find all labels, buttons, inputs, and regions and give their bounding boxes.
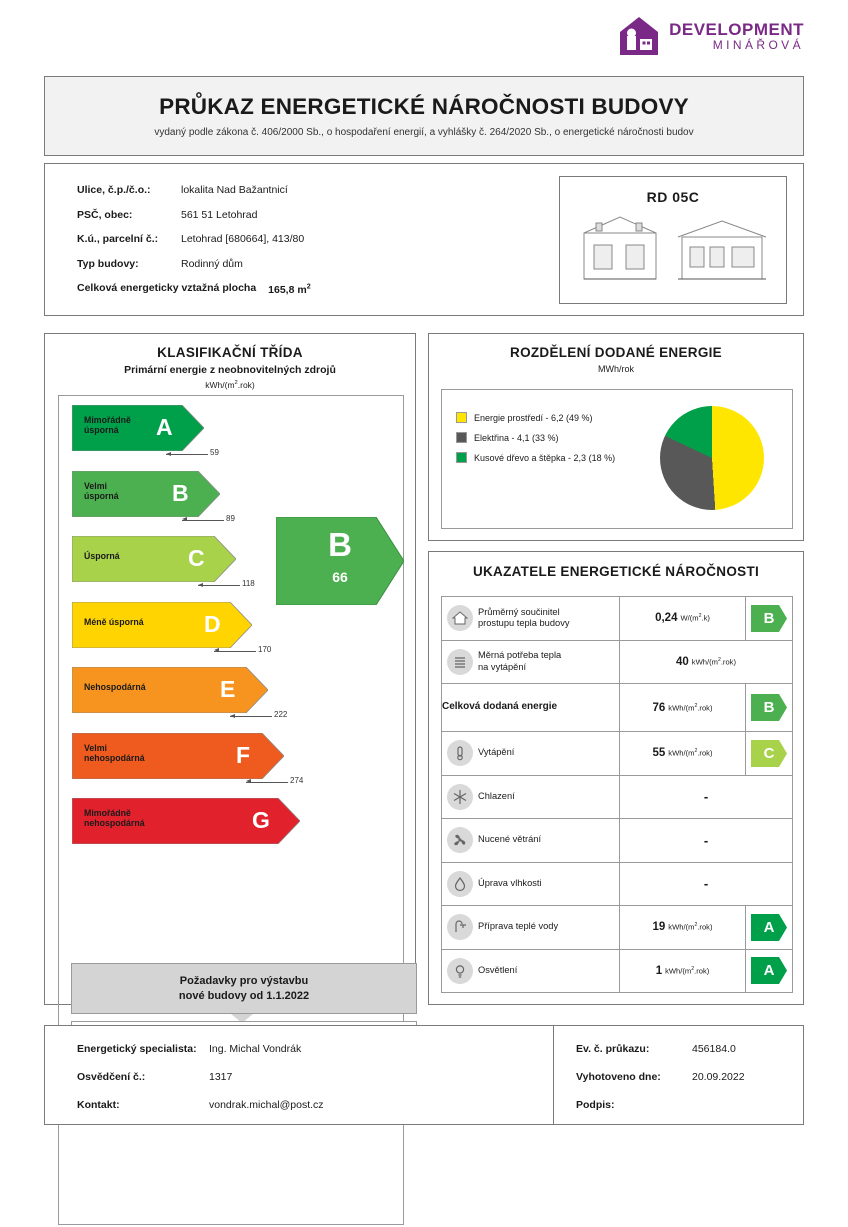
indicator-row [442, 776, 792, 820]
indicator-unit: kWh/$(m^2.rok)$ [668, 702, 713, 713]
indicator-unit: $W/(m^2.k)$ [680, 613, 710, 624]
fan-icon [447, 827, 473, 853]
ident-label: K.ú., parcelní č.: [77, 233, 159, 245]
class-band-B [72, 471, 272, 523]
indicator-value: 1 [655, 964, 663, 977]
class-band-tick: 89 [226, 514, 235, 523]
indicator-value: - [703, 876, 709, 892]
indicator-row [442, 684, 792, 732]
area-label: Celková energeticky vztažná plocha [77, 282, 257, 294]
footer-label: Kontakt: [77, 1099, 120, 1111]
class-band-A [72, 405, 272, 457]
class-band-letter: B [172, 479, 189, 506]
class-band-tick: 170 [258, 645, 271, 654]
house-icon [447, 605, 473, 631]
indicator-value-cell [619, 950, 745, 993]
indicator-unit: kWh/$(m^2.rok)$ [668, 748, 713, 759]
ident-value: Letohrad [680664], 413/80 [181, 233, 305, 245]
indicator-class-cell [745, 684, 792, 731]
indicator-value-cell [619, 641, 792, 684]
logo-mark-icon [617, 14, 661, 58]
footer-label: Podpis: [576, 1099, 615, 1111]
requirements-line2: nové budovy od 1.1.2022 [178, 989, 310, 1002]
legend-label: Kusové dřevo a štěpka - 2,3 (18 %) [474, 452, 616, 463]
identification-section [44, 163, 804, 316]
class-band-label: Mimořádně úsporná [84, 415, 131, 436]
footer-label: Energetický specialista: [77, 1043, 197, 1055]
energy-split-pie-chart [660, 406, 764, 510]
ident-value: Rodinný dům [181, 257, 243, 270]
requirements-box [71, 963, 417, 1014]
indicator-name: Příprava teplé vody [478, 921, 559, 932]
footer-value: vondrak.michal@post.cz [209, 1099, 324, 1111]
indicator-class-badge: A [751, 957, 787, 984]
indicator-class-cell [745, 732, 792, 775]
indicator-row [442, 732, 792, 776]
footer-row [77, 1099, 553, 1111]
indicator-name: Vytápění [478, 747, 515, 758]
thermometer-icon [447, 740, 473, 766]
class-band-G [72, 798, 272, 844]
ident-row-area [77, 282, 311, 296]
class-band-E [72, 667, 288, 719]
indicator-name: Nucené větrání [478, 834, 542, 845]
indicator-value-cell [619, 776, 792, 819]
indicator-value: 55 [652, 747, 666, 760]
indicator-icon-cell [442, 906, 478, 949]
result-class-value: 66 [332, 569, 348, 585]
class-band-label: Méně úsporná [84, 616, 144, 627]
indicator-name: Úprava vlhkosti [478, 877, 542, 888]
company-logo [617, 14, 804, 58]
indicator-class-cell [745, 597, 792, 640]
legend-swatch [456, 452, 467, 463]
indicator-value-cell [619, 906, 745, 949]
area-value [268, 282, 311, 296]
class-band-list [72, 405, 304, 864]
document-header [44, 76, 804, 156]
indicator-row [442, 906, 792, 950]
class-band-tick: 59 [210, 448, 219, 457]
legend-swatch [456, 412, 467, 423]
footer-row [576, 1043, 803, 1055]
logo-subtitle: MINÁŘOVÁ [712, 37, 804, 52]
footer-value: 20.09.2022 [692, 1071, 745, 1083]
indicator-row [442, 863, 792, 907]
class-band-label: Úsporná [84, 551, 120, 561]
ident-value: 561 51 Letohrad [181, 208, 258, 221]
indicator-class-cell [745, 906, 792, 949]
footer-row [576, 1071, 803, 1083]
shower-icon [447, 914, 473, 940]
ident-label: Typ budovy: [77, 257, 139, 270]
indicator-name: Celková dodaná energie [442, 701, 558, 713]
building-code: RD 05C [646, 189, 700, 205]
indicator-class-badge: C [751, 740, 787, 767]
indicator-icon-cell [442, 597, 478, 640]
class-band-F [72, 733, 304, 785]
classification-header [45, 334, 415, 390]
footer-value: Ing. Michal Vondrák [209, 1043, 302, 1055]
ident-row [77, 258, 311, 270]
radiator-icon [447, 649, 473, 675]
indicator-icon-cell [442, 641, 478, 684]
snowflake-icon [447, 784, 473, 810]
indicator-unit: kWh/$(m^2.rok)$ [691, 656, 736, 667]
classification-title: KLASIFIKAČNÍ TŘÍDA [157, 345, 303, 360]
ident-label: PSČ, obec: [77, 208, 133, 221]
bulb-icon [447, 958, 473, 984]
class-band-tick: 274 [290, 776, 303, 785]
indicator-class-badge: A [751, 914, 787, 941]
ident-row [77, 209, 311, 221]
logo-title: DEVELOPMENT [669, 19, 804, 39]
result-class-letter: B [328, 526, 352, 563]
footer-value: 1317 [209, 1071, 233, 1083]
class-band-tick: 118 [242, 579, 255, 588]
classification-unit: kWh/$(m^2.rok)$ [205, 380, 255, 390]
energy-split-legend [456, 412, 615, 472]
indicator-icon-cell [442, 819, 478, 862]
indicator-unit: kWh/$(m^2.rok)$ [668, 922, 713, 933]
legend-label: Energie prostředí - 6,2 (49 %) [474, 412, 593, 423]
indicator-name: Osvětlení [478, 964, 518, 975]
class-band-letter: E [220, 676, 236, 702]
legend-item [456, 452, 615, 463]
class-band-tick: 222 [274, 710, 287, 719]
indicator-class-badge: B [751, 605, 787, 632]
energy-split-header [429, 334, 803, 374]
building-thumbnail [559, 176, 787, 304]
indicator-value-cell [619, 597, 745, 640]
page-title: PRŮKAZ ENERGETICKÉ NÁROČNOSTI BUDOVY [159, 94, 689, 119]
indicator-name: Průměrný součinitel prostupu tepla budovy [478, 606, 570, 629]
area-exponent: 2 [306, 282, 311, 290]
energy-split-panel [428, 333, 804, 541]
class-band-letter: C [188, 545, 205, 571]
legend-label: Elektřina - 4,1 (33 %) [474, 432, 559, 443]
indicator-row [442, 819, 792, 863]
indicator-row [442, 641, 792, 685]
class-band-letter: A [156, 414, 173, 440]
class-band-D [72, 602, 272, 654]
indicator-name: Měrná potřeba tepla na vytápění [478, 650, 562, 672]
indicators-table [441, 596, 793, 993]
humidity-icon [447, 871, 473, 897]
footer-label: Vyhotoveno dne: [576, 1071, 661, 1083]
indicators-header [429, 552, 803, 579]
indicator-value: - [703, 832, 709, 848]
footer-row [576, 1099, 803, 1111]
indicator-row [442, 950, 792, 994]
class-band-letter: G [252, 807, 270, 833]
classification-subtitle: Primární energie z neobnovitelných zdrojů [124, 364, 336, 376]
footer-label: Ev. č. průkazu: [576, 1043, 650, 1055]
legend-swatch [456, 432, 467, 443]
indicator-value: 76 [652, 701, 666, 714]
indicator-class-badge: B [751, 694, 787, 721]
footer-row [77, 1071, 553, 1083]
indicators-title: UKAZATELE ENERGETICKÉ NÁROČNOSTI [472, 564, 760, 579]
indicator-row [442, 597, 792, 641]
legend-item [456, 412, 615, 423]
area-number: 165,8 m [268, 283, 307, 296]
footer-section [44, 1025, 804, 1125]
class-band-label: Mimořádně nehospodárná [84, 808, 145, 829]
ident-value: lokalita Nad Bažantnicí [181, 184, 288, 196]
result-arrow [276, 517, 404, 605]
ident-label: Ulice, č.p./č.o.: [77, 184, 151, 196]
ident-row [77, 233, 311, 245]
building-drawing-icon [574, 211, 772, 288]
identification-rows [77, 184, 311, 308]
footer-label: Osvědčení č.: [77, 1071, 146, 1083]
indicator-name: Chlazení [478, 790, 515, 801]
indicator-value: 40 [675, 655, 689, 668]
energy-split-title: ROZDĚLENÍ DODANÉ ENERGIE [510, 345, 722, 360]
indicator-value: 0,24 [655, 612, 678, 625]
class-band-label: Velmi nehospodárná [84, 742, 145, 763]
indicator-icon-cell [442, 776, 478, 819]
indicator-value: 19 [652, 921, 666, 934]
indicator-value-cell [619, 684, 745, 731]
class-band-label: Nehospodárná [84, 682, 146, 692]
footer-row [77, 1043, 553, 1055]
indicator-class-cell [745, 950, 792, 993]
class-band-letter: F [236, 741, 251, 768]
indicator-icon-cell [442, 950, 478, 993]
indicators-panel [428, 551, 804, 1005]
indicator-value: - [703, 789, 709, 805]
energy-split-content [441, 389, 793, 529]
footer-left [45, 1026, 553, 1124]
footer-right [553, 1026, 803, 1124]
class-band-label: Velmi úsporná [84, 480, 119, 501]
indicator-icon-cell [442, 863, 478, 906]
page-subtitle: vydaný podle zákona č. 406/2000 Sb., o hospodaření energií, a vyhlášky č. 264/2020 Sb., o energetické náročnosti budov [154, 127, 694, 138]
requirements-line1: Požadavky pro výstavbu [179, 974, 309, 987]
legend-item [456, 432, 615, 443]
indicator-value-cell [619, 819, 792, 862]
class-band-letter: D [204, 610, 221, 637]
indicator-value-cell [619, 863, 792, 906]
footer-value: 456184.0 [692, 1043, 736, 1055]
indicator-value-cell [619, 732, 745, 775]
ident-row [77, 184, 311, 196]
indicator-icon-cell [442, 732, 478, 775]
energy-split-unit: MWh/rok [598, 364, 634, 374]
classification-panel [44, 333, 416, 1005]
indicator-unit: kWh/$(m^2.rok)$ [665, 965, 710, 976]
class-band-C [72, 536, 272, 588]
